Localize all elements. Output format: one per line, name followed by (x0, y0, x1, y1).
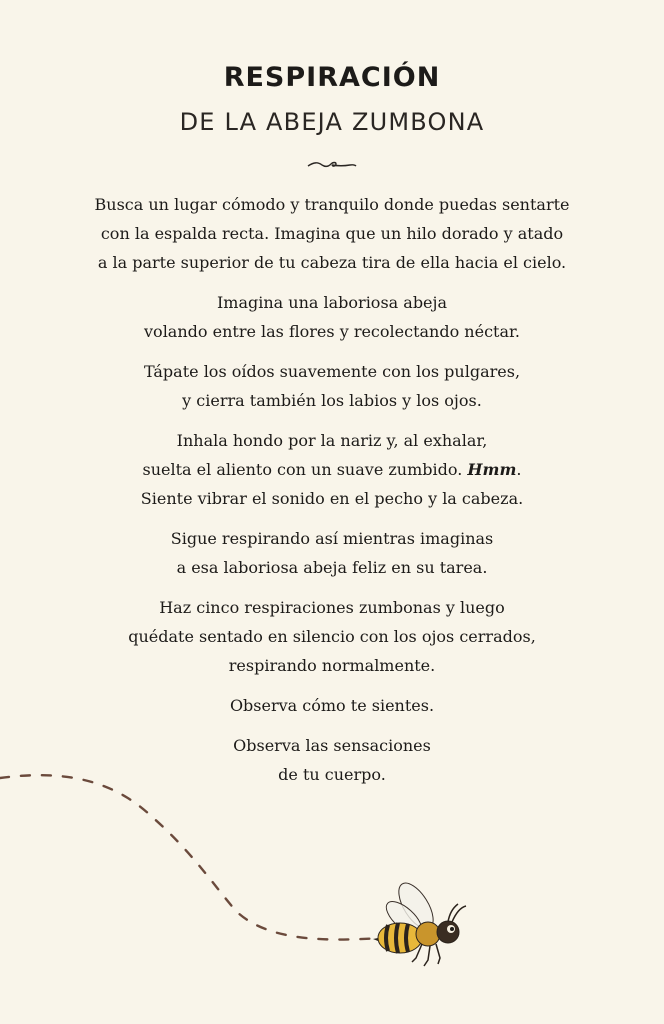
paragraph-inhale (40, 426, 624, 513)
dotted-flight-path (0, 775, 380, 939)
bee-illustration (373, 878, 466, 966)
paragraph-posture: Busca un lugar cómodo y tranquilo donde puedas sentarte con la espalda recta. Imagina que un hilo dorado y atado a la parte superior de tu cabeza tira de ella hacia el cielo. (94, 195, 570, 272)
paragraph-cover-ears: Tápate los oídos suavemente con los pulgares, y cierra también los labios y los ojos. (143, 362, 521, 410)
page-title: RESPIRACIÓN (223, 62, 441, 93)
paragraph-observe-feel: Observa cómo te sientes. (229, 696, 435, 715)
paragraph-imagine-bee: Imagina una laboriosa abeja volando entre las flores y recolectando néctar. (144, 293, 520, 341)
bee-flight-trail (0, 760, 664, 1024)
hum-word: Hmm (467, 460, 517, 479)
paragraph-five-breaths: Haz cinco respiraciones zumbonas y luego quédate sentado en silencio con los ojos cerrados, respirando normalmente. (128, 598, 536, 675)
paragraph-keep-breathing: Sigue respirando así mientras imaginas a esa laboriosa abeja feliz en su tarea. (170, 529, 494, 577)
page-subtitle: DE LA ABEJA ZUMBONA (179, 108, 485, 136)
inhale-line-1: Inhala hondo por la nariz y, al exhalar, (176, 431, 488, 450)
paragraph-observe-body: Observa las sensaciones de tu cuerpo. (233, 736, 431, 784)
inhale-line-3: Siente vibrar el sonido en el pecho y la cabeza. (140, 489, 524, 508)
instructions (40, 190, 624, 800)
inhale-line-2-end: . (516, 460, 522, 479)
inhale-line-2: suelta el aliento con un suave zumbido. (142, 460, 463, 479)
swirl-divider-icon (306, 158, 358, 172)
